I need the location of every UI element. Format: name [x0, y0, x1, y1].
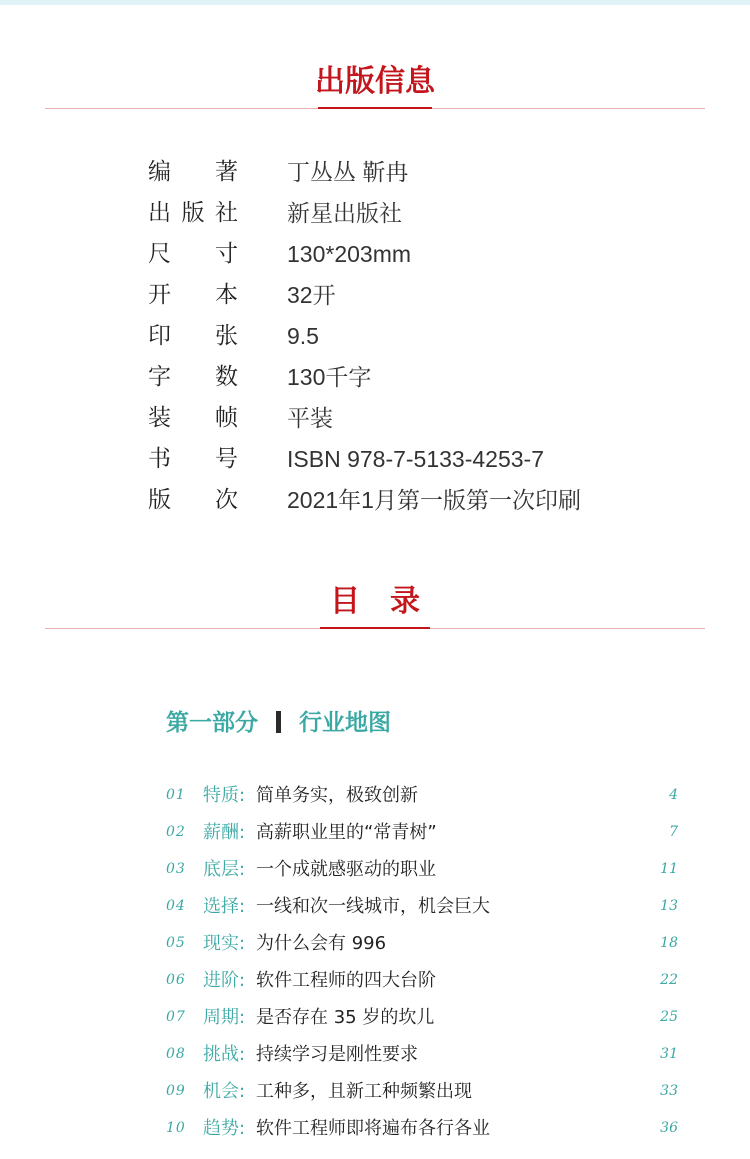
toc-entry-page: 31: [660, 1046, 678, 1062]
toc-entry-category: 薪酬:: [203, 822, 246, 843]
part-separator: [276, 711, 281, 733]
toc-entry-title: 一个成就感驱动的职业: [256, 859, 436, 880]
toc-entry[interactable]: [166, 1116, 678, 1146]
info-label: [148, 362, 238, 392]
toc-entry-number: 10: [166, 1120, 186, 1136]
toc-entry-page: 11: [660, 861, 678, 877]
toc-entry-title: 持续学习是刚性要求: [256, 1044, 418, 1065]
toc-entry[interactable]: [166, 1042, 678, 1072]
part-heading: [166, 706, 391, 740]
info-label-char: 编: [148, 159, 171, 185]
info-label-char: 尺: [148, 241, 171, 267]
info-label-char: 版: [181, 200, 205, 226]
toc-entry-number: 05: [166, 935, 186, 951]
info-label-char: 帧: [215, 405, 238, 431]
info-value: 新星出版社: [287, 200, 402, 226]
info-value: ISBN 978-7-5133-4253-7: [287, 446, 544, 472]
toc-entry-title: 简单务实，极致创新: [256, 785, 418, 806]
toc-entry-category: 选择:: [203, 896, 246, 917]
info-label-char: 社: [215, 200, 238, 226]
info-label: [148, 280, 238, 310]
toc-entry-number: 08: [166, 1046, 186, 1062]
info-label: [148, 198, 238, 228]
info-label-char: 书: [148, 446, 171, 472]
toc-entry[interactable]: [166, 931, 678, 961]
info-label-char: 本: [215, 282, 238, 308]
info-label: [148, 403, 238, 433]
toc-entry-number: 09: [166, 1083, 186, 1099]
toc-entry[interactable]: [166, 1079, 678, 1109]
info-label-char: 开: [148, 282, 171, 308]
top-strip: [0, 0, 750, 5]
publication-info-title: 出版信息: [315, 64, 435, 99]
toc-entry[interactable]: [166, 820, 678, 850]
toc-entry[interactable]: [166, 894, 678, 924]
toc-entry-title: 工种多，且新工种频繁出现: [256, 1081, 472, 1102]
publication-divider-accent: [318, 107, 432, 109]
info-value: 9.5: [287, 323, 319, 349]
toc-entry-page: 7: [669, 824, 678, 840]
toc-entry-page: 13: [660, 898, 678, 914]
toc-entry-title: 高薪职业里的“常青树”: [256, 822, 437, 843]
toc-entry-page: 18: [660, 935, 678, 951]
part-name: 第一部分: [166, 710, 258, 736]
toc-divider-accent: [320, 627, 430, 629]
info-label: [148, 485, 238, 515]
info-label: [148, 157, 238, 187]
toc-entry-number: 01: [166, 787, 186, 803]
toc-entry-category: 趋势:: [203, 1118, 246, 1139]
part-subtitle: 行业地图: [299, 710, 391, 736]
toc-entry-page: 33: [660, 1083, 678, 1099]
info-label-char: 次: [215, 487, 238, 513]
info-value: 丁丛丛 靳冉: [287, 159, 409, 185]
info-value: 130千字: [287, 364, 372, 390]
info-label: [148, 321, 238, 351]
toc-entry-category: 周期:: [203, 1007, 246, 1028]
info-label: [148, 239, 238, 269]
toc-entry-title: 为什么会有 996: [256, 933, 387, 954]
info-label-char: 著: [215, 159, 238, 185]
info-label: [148, 444, 238, 474]
toc-entry-title: 是否存在 35 岁的坎儿: [256, 1007, 435, 1028]
info-value: 2021年1月第一版第一次印刷: [287, 487, 581, 513]
toc-entry-title: 一线和次一线城市，机会巨大: [256, 896, 490, 917]
toc-entry[interactable]: [166, 783, 678, 813]
toc-entry-page: 36: [660, 1120, 678, 1136]
toc-entry-category: 底层:: [203, 859, 246, 880]
toc-entry-category: 挑战:: [203, 1044, 246, 1065]
info-label-char: 张: [215, 323, 238, 349]
toc-entry-number: 04: [166, 898, 186, 914]
toc-entry-page: 22: [660, 972, 678, 988]
info-value: 32开: [287, 282, 336, 308]
info-value: 130*203mm: [287, 241, 412, 267]
info-label-char: 号: [215, 446, 238, 472]
toc-entry-category: 机会:: [203, 1081, 246, 1102]
info-label-char: 数: [215, 364, 238, 390]
toc-entry-page: 25: [660, 1009, 678, 1025]
toc-entry-category: 进阶:: [203, 970, 246, 991]
toc-title: 目 录: [330, 584, 420, 619]
info-label-char: 版: [148, 487, 171, 513]
info-value: 平装: [287, 405, 333, 431]
toc-entry-number: 03: [166, 861, 186, 877]
toc-entry-number: 02: [166, 824, 186, 840]
info-label-char: 寸: [215, 241, 238, 267]
info-label-char: 字: [148, 364, 171, 390]
toc-entry-number: 07: [166, 1009, 186, 1025]
toc-entry-title: 软件工程师的四大台阶: [256, 970, 436, 991]
toc-entry[interactable]: [166, 1005, 678, 1035]
toc-entry[interactable]: [166, 968, 678, 998]
toc-entry-title: 软件工程师即将遍布各行各业: [256, 1118, 490, 1139]
info-label-char: 装: [148, 405, 171, 431]
info-label-char: 印: [148, 323, 171, 349]
toc-entry-category: 现实:: [203, 933, 246, 954]
toc-entry-category: 特质:: [203, 785, 246, 806]
toc-entry-number: 06: [166, 972, 186, 988]
toc-entry-page: 4: [669, 787, 678, 803]
info-label-char: 出: [148, 200, 171, 226]
toc-entry[interactable]: [166, 857, 678, 887]
